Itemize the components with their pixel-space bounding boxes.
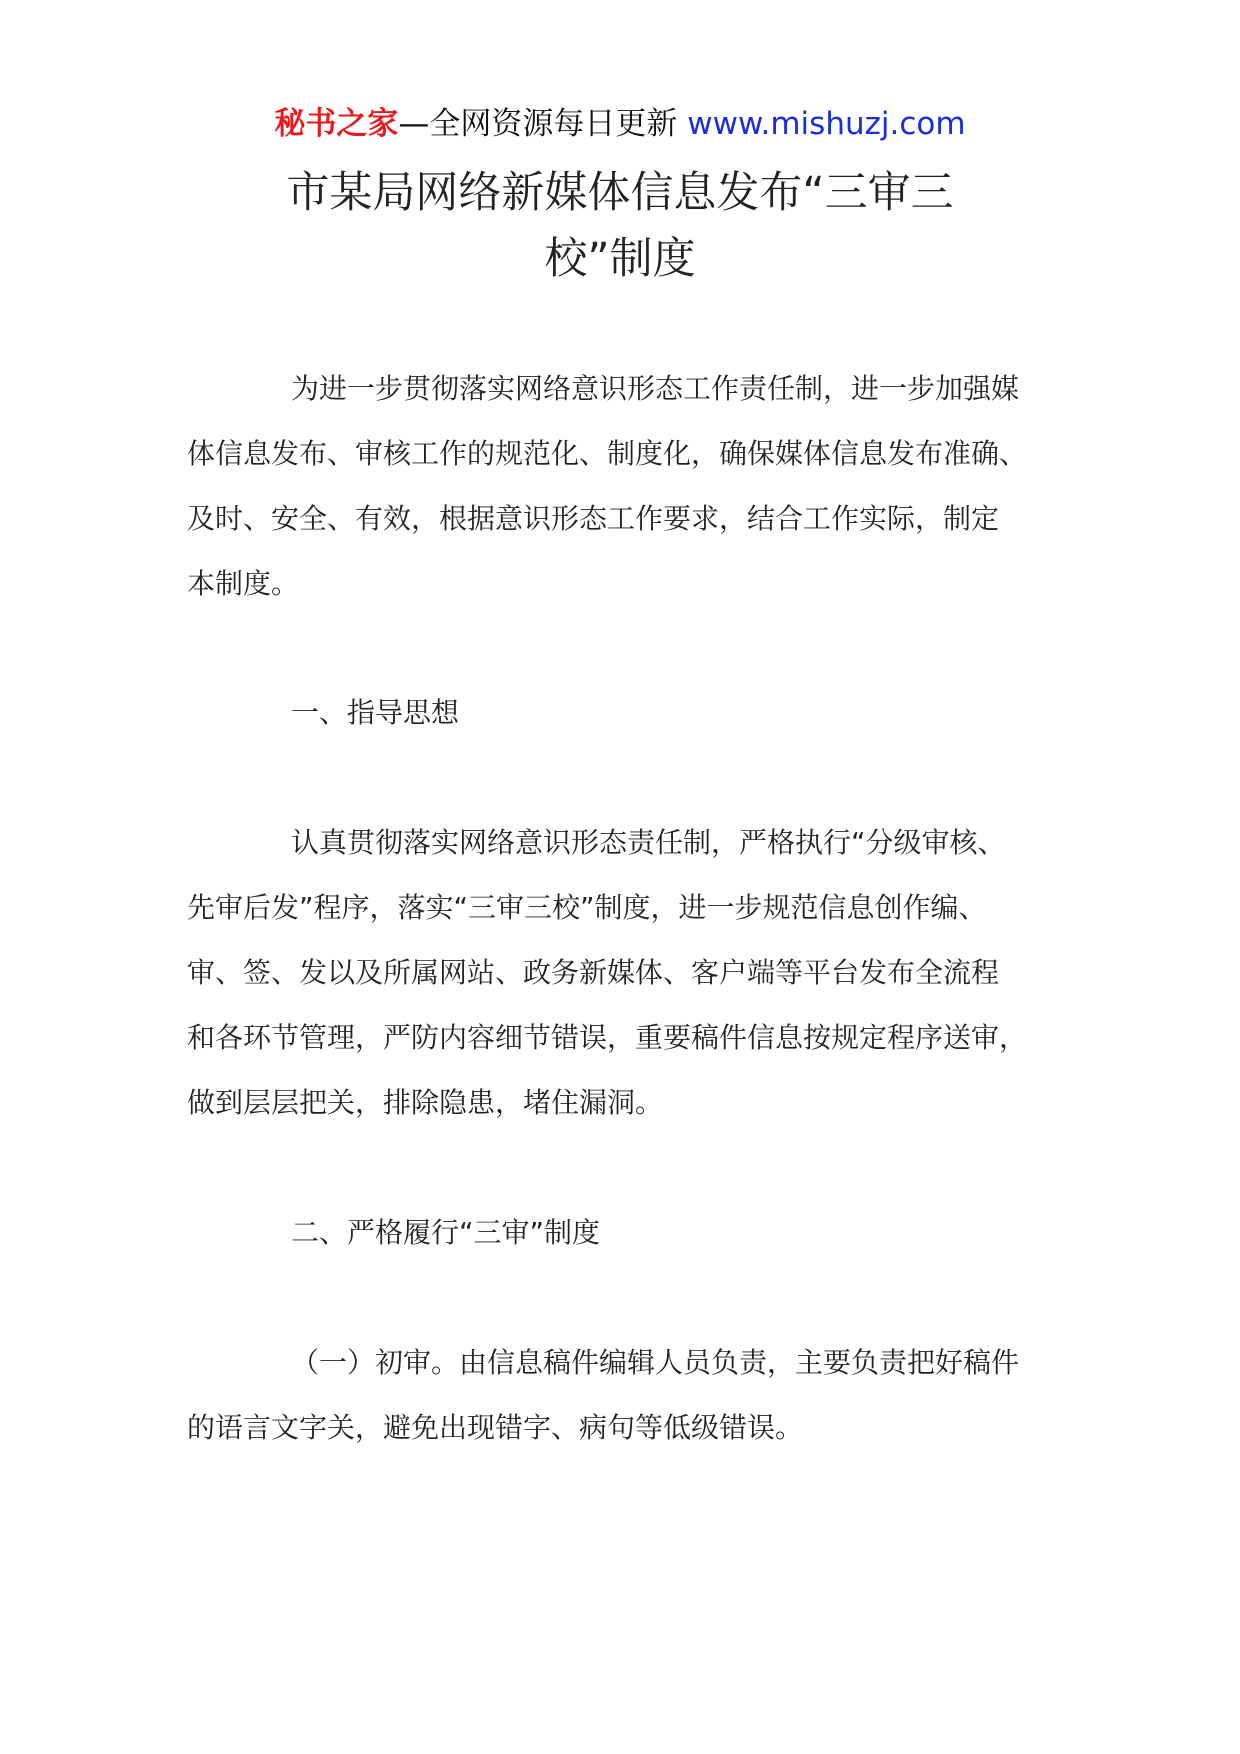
heading-text: 一、指导思想 bbox=[291, 696, 460, 729]
paragraph-line: 本制度。 bbox=[187, 567, 300, 600]
section-heading-1 bbox=[187, 680, 1087, 745]
brand-name: 秘书之家 bbox=[274, 106, 399, 142]
site-url-link[interactable]: www.mishuzj.com bbox=[687, 106, 966, 142]
paragraph-line: 及时、安全、有效，根据意识形态工作要求，结合工作实际，制定 bbox=[187, 502, 1000, 535]
paragraph-line: 审、签、发以及所属网站、政务新媒体、客户端等平台发布全流程 bbox=[187, 956, 1000, 989]
paragraph-line: 和各环节管理，严防内容细节错误，重要稿件信息按规定程序送审， bbox=[187, 1021, 1028, 1054]
paragraph-line: 认真贯彻落实网络意识形态责任制，严格执行“分级审核、 bbox=[291, 826, 1006, 859]
site-header bbox=[0, 100, 1240, 148]
section-heading-2 bbox=[187, 1200, 1087, 1265]
heading-text: 二、严格履行“三审”制度 bbox=[291, 1216, 601, 1249]
paragraph-line: 做到层层把关，排除隐患，堵住漏洞。 bbox=[187, 1086, 664, 1119]
title-line-2: 校”制度 bbox=[544, 234, 696, 284]
header-slogan: —全网资源每日更新 bbox=[398, 106, 688, 142]
paragraph-line: 的语言文字关，避免出现错字、病句等低级错误。 bbox=[187, 1411, 804, 1444]
first-review-paragraph bbox=[187, 1330, 1087, 1460]
paragraph-line: 先审后发”程序，落实“三审三校”制度，进一步规范信息创作编、 bbox=[187, 891, 987, 924]
paragraph-line: 体信息发布、审核工作的规范化、制度化，确保媒体信息发布准确、 bbox=[187, 437, 1028, 470]
title-line-1: 市某局网络新媒体信息发布“三审三 bbox=[286, 168, 954, 218]
document-title bbox=[0, 160, 1240, 292]
paragraph-line: 为进一步贯彻落实网络意识形态工作责任制，进一步加强媒 bbox=[291, 372, 1020, 405]
paragraph-line: （一）初审。由信息稿件编辑人员负责，主要负责把好稿件 bbox=[291, 1346, 1020, 1379]
intro-paragraph bbox=[187, 356, 1087, 616]
guiding-paragraph bbox=[187, 810, 1087, 1135]
